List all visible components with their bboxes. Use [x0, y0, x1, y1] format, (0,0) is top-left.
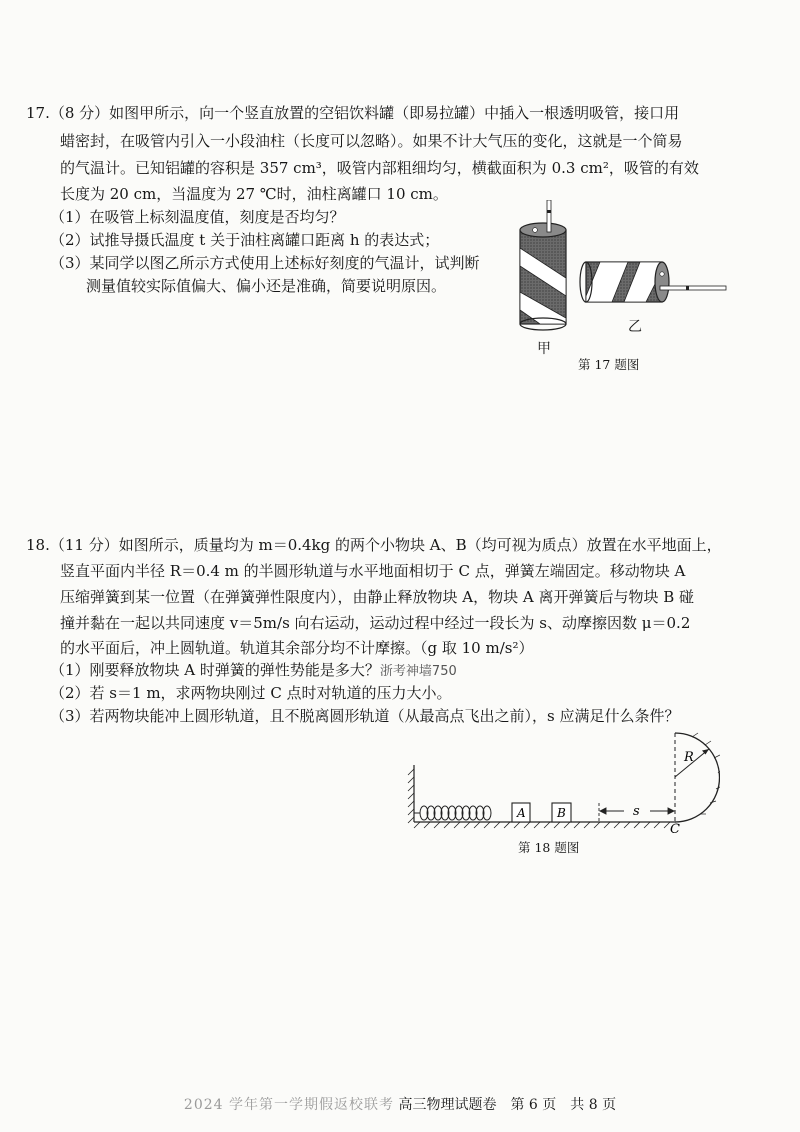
label-yi: 乙	[628, 319, 642, 335]
page-footer	[0, 1094, 800, 1114]
q17-part-1: （1）在吸管上标刻温度值，刻度是否均匀？	[50, 208, 345, 226]
s-label: s	[633, 804, 640, 819]
q18-line-2: 竖直平面内半径 R＝0.4 m 的半圆形轨道与水平地面相切于 C 点，弹簧左端固定。移动物块 A	[60, 562, 686, 580]
q18-line-3: 压缩弹簧到某一位置（在弹簧弹性限度内），由静止释放物块 A，物块 A 离开弹簧后与物块 B 碰	[60, 588, 695, 606]
q17-part-3a: （3）某同学以图乙所示方式使用上述标好刻度的气温计，试判断	[50, 254, 480, 272]
q18-line-5: 的水平面后，冲上圆轨道。轨道其余部分均不计摩擦。（g 取 10 m/s²）	[60, 639, 534, 657]
c-label: C	[670, 822, 680, 837]
q18-part-2: （2）若 s＝1 m，求两物块刚过 C 点时对轨道的压力大小。	[50, 684, 452, 702]
q18-part-3: （3）若两物块能冲上圆形轨道，且不脱离圆形轨道（从最高点飞出之前），s 应满足什么条件？	[50, 707, 680, 725]
q17-part-3b: 测量值较实际值偏大、偏小还是准确，简要说明原因。	[86, 277, 447, 295]
watermark-text: 浙考神墙750	[379, 664, 457, 679]
q17-line-4: 长度为 20 cm，当温度为 27 ℃时，油柱离罐口 10 cm。	[60, 185, 448, 203]
label-jia: 甲	[537, 341, 551, 357]
block-a-label: A	[517, 806, 526, 820]
r-label: R	[684, 750, 694, 765]
q17-line-1: 17.（8 分）如图甲所示，向一个竖直放置的空铝饮料罐（即易拉罐）中插入一根透明吸管，接口用	[26, 104, 680, 122]
q18-part-1	[50, 660, 457, 682]
figure-18-caption: 第 18 题图	[518, 840, 580, 855]
footer-left: 2024 学年第一学期假返校联考	[183, 1097, 394, 1113]
can-horizontal	[580, 262, 726, 302]
footer-right: 高三物理试题卷 第 6 页 共 8 页	[398, 1097, 617, 1113]
q18-line-4: 撞并黏在一起以共同速度 v＝5m/s 向右运动，运动过程中经过一段长为 s、动摩擦因数 μ＝0.2	[60, 614, 691, 632]
figure-17	[500, 200, 740, 350]
q17-part-2: （2）试推导摄氏温度 t 关于油柱离罐口距离 h 的表达式；	[50, 231, 440, 249]
semicircle-track	[675, 733, 720, 822]
q18-line-1: 18.（11 分）如图所示，质量均为 m＝0.4kg 的两个小物块 A、B（均可视为质点）放置在水平地面上，	[26, 536, 722, 554]
can-upright	[520, 200, 566, 330]
figure-18	[400, 725, 720, 837]
q17-line-3: 的气温计。已知铝罐的容积是 357 cm³，吸管内部粗细均匀，横截面积为 0.3 cm²，吸管的有效	[60, 159, 699, 177]
q17-line-2: 蜡密封，在吸管内引入一小段油柱（长度可以忽略）。如果不计大气压的变化，这就是一个简易	[60, 132, 683, 150]
q18-part-1-text: （1）刚要释放物块 A 时弹簧的弹性势能是多大？	[50, 661, 380, 679]
block-b-label: B	[557, 806, 566, 820]
figure-17-caption: 第 17 题图	[578, 357, 640, 372]
spring	[414, 806, 491, 820]
